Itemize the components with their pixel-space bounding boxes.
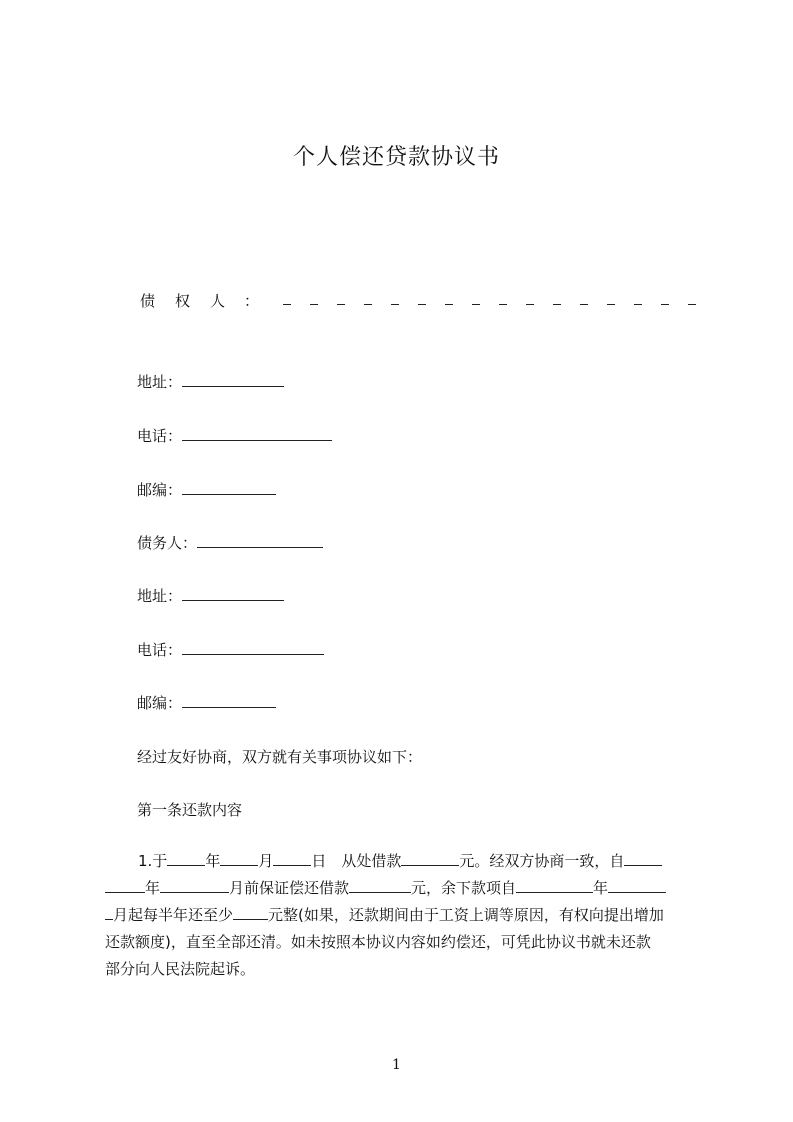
clause-1-line: [105, 929, 702, 956]
creditor-phone-label: 电话：: [137, 427, 183, 445]
clause-text: 1.于: [138, 852, 168, 870]
debtor-row: [137, 532, 323, 553]
creditor-postcode-row: [137, 479, 276, 500]
creditor-phone-row: [137, 425, 332, 446]
debtor-name-blank[interactable]: [197, 533, 323, 548]
repay-month-blank[interactable]: [160, 878, 229, 893]
creditor-postcode-blank[interactable]: [182, 480, 276, 495]
repay-year-blank[interactable]: [105, 878, 145, 893]
clause-text: 年: [593, 879, 609, 897]
debtor-label: 债务人：: [137, 534, 198, 552]
clause-text: 年: [145, 879, 161, 897]
installment-blank[interactable]: [233, 905, 268, 920]
creditor-postcode-label: 邮编：: [137, 481, 183, 499]
clause-1: [105, 848, 702, 983]
document-title: 个人偿还贷款协议书: [292, 145, 500, 170]
clause-text: 元，余下款项自: [411, 879, 517, 897]
debtor-phone-blank[interactable]: [182, 640, 324, 655]
debtor-address-label: 地址：: [137, 587, 183, 605]
remainder-month-blank[interactable]: [608, 878, 666, 893]
clause-text: 月: [258, 852, 274, 870]
year-blank[interactable]: [167, 851, 205, 866]
debtor-phone-row: [137, 639, 324, 660]
clause-text: 月起每半年还至少: [113, 906, 234, 924]
clause-text: 还款额度)，直至全部还清。如未按照本协议内容如约偿还，可凭此协议书就未还款: [105, 933, 651, 951]
remainder-year-blank[interactable]: [516, 878, 593, 893]
clause-text: 部分向人民法院起诉。: [105, 960, 256, 978]
creditor-label-char: 人: [210, 292, 226, 310]
clause-text: 元。经双方协商一致，自: [459, 852, 625, 870]
repay-amount-blank[interactable]: [349, 878, 411, 893]
debtor-phone-label: 电话：: [137, 641, 183, 659]
page-number: 1: [392, 1057, 401, 1073]
debtor-postcode-label: 邮编：: [137, 694, 183, 712]
creditor-address-row: [137, 371, 284, 392]
clause-1-line: [105, 848, 702, 875]
clause-text: 年: [205, 852, 221, 870]
intro-text: 经过友好协商，双方就有关事项协议如下：: [137, 748, 423, 766]
creditor-name-blank[interactable]: [283, 304, 703, 305]
debtor-postcode-row: [137, 692, 276, 713]
clause-1-line: [105, 956, 702, 983]
clause-text: 月前保证偿还借款: [229, 879, 350, 897]
debtor-address-blank[interactable]: [182, 586, 284, 601]
clause-1-line: [105, 902, 702, 929]
creditor-address-blank[interactable]: [182, 372, 284, 387]
section1-heading: 第一条还款内容: [137, 801, 243, 819]
clause-text: 日 从处借款: [311, 852, 402, 870]
remainder-month-blank-cont[interactable]: [105, 905, 113, 920]
clause-1-line: [105, 875, 702, 902]
creditor-phone-blank[interactable]: [182, 426, 332, 441]
creditor-label-char: ：: [244, 292, 260, 310]
creditor-label-char: 债: [140, 292, 156, 310]
debtor-postcode-blank[interactable]: [182, 693, 276, 708]
creditor-label-char: 权: [175, 292, 191, 310]
clause-text: 元整(如果，还款期间由于工资上调等原因，有权向提出增加: [268, 906, 664, 924]
month-blank[interactable]: [220, 851, 258, 866]
debtor-address-row: [137, 585, 284, 606]
loan-amount-blank[interactable]: [401, 851, 459, 866]
day-blank[interactable]: [273, 851, 311, 866]
creditor-address-label: 地址：: [137, 373, 183, 391]
start-year-blank[interactable]: [624, 851, 662, 866]
